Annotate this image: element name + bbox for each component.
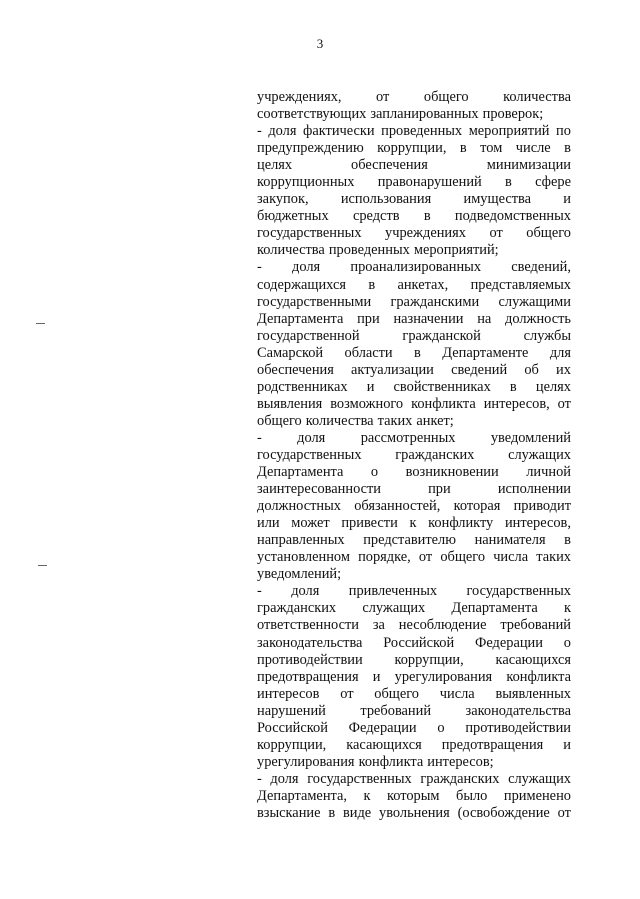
word: таких — [536, 549, 571, 566]
word: в — [564, 140, 571, 157]
word: нанимателя — [474, 532, 546, 549]
word: соответствующих — [257, 106, 367, 123]
word: мероприятий; — [413, 242, 499, 259]
text-line — [257, 242, 571, 259]
word: возникновении — [405, 464, 499, 481]
word: целях — [257, 157, 293, 174]
text-line — [257, 208, 571, 225]
word: актуализации — [351, 361, 434, 378]
word: к — [564, 600, 571, 617]
text-line — [257, 703, 571, 720]
word: представляемых — [470, 276, 571, 293]
word: родственниках — [257, 378, 348, 395]
text-line — [257, 754, 571, 771]
word: Самарской — [257, 344, 324, 361]
word: содержащихся — [257, 276, 346, 293]
word: ответственности — [257, 617, 359, 634]
word: по — [556, 123, 571, 140]
word: коррупции, — [377, 140, 447, 157]
text-line — [257, 379, 571, 396]
word: уведомлений — [490, 429, 571, 446]
word: имущества — [463, 191, 531, 208]
word: - — [257, 583, 262, 600]
word: виде — [342, 804, 372, 821]
word: гражданских — [395, 446, 475, 463]
word: несоблюдение — [398, 617, 487, 634]
word: Департаменте — [442, 344, 529, 361]
word: служащих — [508, 770, 571, 787]
word: и — [366, 378, 375, 395]
word: от — [489, 225, 503, 242]
word: обеспечения — [257, 361, 334, 378]
word: в — [414, 344, 421, 361]
word: к — [409, 515, 417, 532]
word: Департамента — [451, 600, 538, 617]
word: интересов — [257, 685, 320, 702]
word: выявленных — [495, 685, 571, 702]
word: урегулирования — [394, 668, 493, 685]
word: от — [376, 89, 390, 105]
word: и — [563, 191, 571, 208]
word: общего — [374, 685, 419, 702]
word: проверок; — [482, 106, 544, 123]
word: подведомственных — [454, 208, 571, 225]
word: установленном — [257, 549, 350, 566]
word: служащих — [508, 446, 571, 463]
word: службы — [523, 327, 571, 344]
word: области — [344, 344, 393, 361]
word: государственных — [466, 583, 571, 600]
word: в — [328, 804, 336, 821]
word: мероприятий — [468, 123, 550, 140]
word: служащими — [498, 293, 571, 310]
word: обеспечения — [351, 157, 428, 174]
margin-mark — [36, 323, 45, 324]
word: количества — [503, 89, 571, 105]
text-line — [257, 737, 571, 754]
text-line — [257, 583, 571, 600]
text-line — [257, 396, 571, 413]
word: Российской — [383, 634, 455, 651]
word: от — [557, 395, 571, 412]
word: проанализированных — [350, 259, 482, 276]
text-line — [257, 225, 571, 242]
word: числе — [515, 140, 551, 157]
text-line — [257, 515, 571, 532]
text-line — [257, 328, 571, 345]
word: коррупции, — [257, 736, 327, 753]
word: и — [563, 736, 571, 753]
word: свойственниках — [393, 378, 491, 395]
word: законодательства — [257, 634, 363, 651]
word: заинтересованности — [257, 481, 382, 498]
word: порядке, — [358, 549, 411, 566]
word: представителю — [363, 532, 456, 549]
text-line — [257, 294, 571, 311]
word: интересов, — [504, 515, 571, 532]
word: нарушений — [257, 702, 326, 719]
word: предотвращения — [441, 736, 544, 753]
word: фактически — [303, 123, 375, 140]
word: анкетах, — [397, 276, 449, 293]
text-line — [257, 277, 571, 294]
word: назначении — [393, 310, 464, 327]
word: (освобождение — [457, 804, 550, 821]
word: закупок, — [257, 191, 309, 208]
word: было — [456, 787, 488, 804]
text-line — [257, 447, 571, 464]
word: общего — [526, 225, 571, 242]
text-line — [257, 430, 571, 447]
text-line — [257, 600, 571, 617]
word: от — [340, 685, 354, 702]
text-line — [257, 669, 571, 686]
word: привести — [341, 515, 398, 532]
word: общего — [423, 89, 469, 105]
word: касающихся — [346, 736, 422, 753]
word: гражданской — [402, 327, 481, 344]
text-line — [257, 89, 571, 106]
word: гражданских — [257, 600, 337, 617]
word: для — [549, 344, 571, 361]
word: анкет; — [416, 412, 454, 429]
text-line — [257, 771, 571, 788]
word: целях — [535, 378, 571, 395]
word: количества — [257, 242, 325, 259]
word: возможного — [330, 395, 404, 412]
body-text-column — [257, 89, 571, 822]
word: - — [257, 259, 262, 276]
word: в — [368, 276, 376, 293]
word: выявления — [257, 395, 323, 412]
word: при — [428, 481, 451, 498]
margin-mark — [38, 565, 47, 566]
word: коррупции, — [394, 651, 464, 668]
text-line — [257, 549, 571, 566]
word: о — [370, 464, 379, 481]
word: в — [505, 174, 512, 191]
text-line — [257, 532, 571, 549]
word: сведений — [451, 361, 508, 378]
word: Департамента — [257, 310, 344, 327]
word: сфере — [535, 174, 571, 191]
word: конфликту — [428, 515, 494, 532]
word: государственных — [257, 225, 362, 242]
word: привлеченных — [348, 583, 438, 600]
word: правонарушений — [377, 174, 482, 191]
word: Департамента — [257, 464, 344, 481]
word: направленных — [257, 532, 345, 549]
page-number: 3 — [316, 36, 324, 51]
word: уведомлений; — [257, 566, 342, 583]
text-line — [257, 788, 571, 805]
word: государственных — [307, 770, 412, 787]
word: сведений, — [511, 259, 571, 276]
word: - — [257, 770, 262, 787]
word: Федерации — [348, 719, 417, 736]
word: числа — [439, 685, 475, 702]
word: увольнения — [379, 804, 450, 821]
word: в — [459, 140, 467, 157]
text-line — [257, 617, 571, 634]
word: в — [509, 378, 517, 395]
word: использования — [340, 191, 432, 208]
word: требований — [360, 702, 432, 719]
word: или — [257, 515, 280, 532]
text-line — [257, 464, 571, 481]
word: на — [477, 310, 492, 327]
word: от — [557, 804, 571, 821]
word: конфликта — [506, 668, 571, 685]
word: государственных — [257, 446, 362, 463]
text-line — [257, 123, 571, 140]
word: проведенных — [381, 123, 463, 140]
word: коррупционных — [257, 174, 355, 191]
word: доля — [292, 259, 321, 276]
word: касающихся — [495, 651, 571, 668]
word: - — [257, 123, 262, 140]
word: их — [556, 361, 571, 378]
word: взыскание — [257, 804, 321, 821]
word: том — [480, 140, 503, 157]
word: которым — [386, 787, 440, 804]
word: об — [524, 361, 539, 378]
word: конфликта — [411, 395, 476, 412]
text-line — [257, 481, 571, 498]
text-line — [257, 362, 571, 379]
word: в — [423, 208, 431, 225]
word: государственными — [257, 293, 372, 310]
word: противодействии — [465, 719, 571, 736]
text-line — [257, 191, 571, 208]
word: к — [363, 787, 371, 804]
text-line — [257, 413, 571, 430]
text-line — [257, 566, 571, 583]
word: от — [418, 549, 433, 566]
word: количества — [305, 412, 374, 429]
word: о — [563, 634, 571, 651]
text-line — [257, 174, 571, 191]
text-line — [257, 652, 571, 669]
word: предупреждению — [257, 140, 364, 157]
word: требований — [500, 617, 571, 634]
word: обязанностей, — [354, 498, 441, 515]
word: числа — [493, 549, 529, 566]
word: учреждениях — [385, 225, 466, 242]
word: интересов; — [427, 753, 494, 770]
word: о — [437, 719, 445, 736]
word: доля — [291, 583, 320, 600]
word: гражданских — [420, 770, 500, 787]
word: гражданскими — [390, 293, 480, 310]
text-line — [257, 106, 571, 123]
word: государственной — [257, 327, 360, 344]
text-line — [257, 311, 571, 328]
word: личной — [526, 464, 571, 481]
word: Российской — [257, 719, 328, 736]
word: за — [372, 617, 385, 634]
word: доля — [270, 770, 299, 787]
word: приводит — [513, 498, 571, 515]
word: Федерации — [474, 634, 543, 651]
word: исполнении — [497, 481, 571, 498]
text-line — [257, 345, 571, 362]
word: запланированных — [370, 106, 479, 123]
word: доля — [268, 123, 297, 140]
word: законодательства — [465, 702, 571, 719]
text-line — [257, 157, 571, 174]
word: может — [291, 515, 330, 532]
text-line — [257, 805, 571, 822]
word: интересов, — [483, 395, 550, 412]
word: противодействии — [257, 651, 363, 668]
text-line — [257, 259, 571, 276]
word: которая — [453, 498, 501, 515]
word: должность — [505, 310, 571, 327]
word: применено — [503, 787, 571, 804]
word: учреждениях, — [257, 89, 342, 105]
word: общего — [440, 549, 486, 566]
word: предотвращения — [257, 668, 359, 685]
word: при — [357, 310, 380, 327]
word: доля — [297, 429, 326, 446]
text-line — [257, 686, 571, 703]
word: конфликта — [358, 753, 424, 770]
word: рассмотренных — [360, 429, 456, 446]
word: минимизации — [486, 157, 571, 174]
word: и — [372, 668, 381, 685]
word: средств — [352, 208, 400, 225]
word: таких — [377, 412, 413, 429]
word: в — [564, 532, 571, 549]
word: служащих — [362, 600, 426, 617]
word: проведенных — [328, 242, 410, 259]
word: Департамента, — [257, 787, 347, 804]
text-line — [257, 498, 571, 515]
text-line — [257, 720, 571, 737]
text-line — [257, 140, 571, 157]
word: общего — [257, 412, 302, 429]
word: - — [257, 429, 262, 446]
word: бюджетных — [257, 208, 329, 225]
text-line — [257, 635, 571, 652]
word: урегулирования — [257, 753, 355, 770]
word: должностных — [257, 498, 341, 515]
